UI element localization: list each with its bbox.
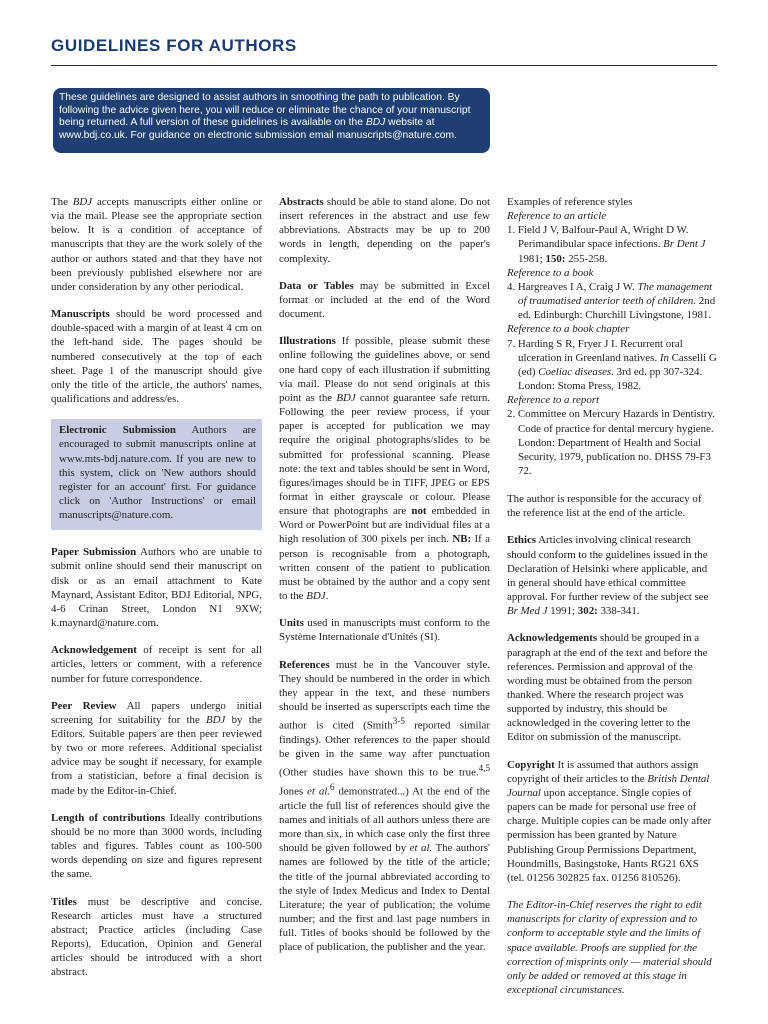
- section-text: cannot guarantee safe return. Following the peer review process, if your paper is accepted for publication we may require the original photographs/slides to be submitted for professional scanning. Please note: the text and tables should be sent in Word, figures/images should be in TIFF, JPEG or EPS format in either grayscale or colour. Please ensure that photographs are: [279, 391, 490, 518]
- section-text: If possible, please submit these online following the guidelines above, or send one hard copy of each illustration if submitting via mail. Please do not send originals at this point as the: [279, 335, 490, 404]
- book-ref-example: [507, 280, 717, 322]
- section-heading: Abstracts: [279, 196, 324, 208]
- book-title: Coeliac diseases.: [538, 365, 614, 378]
- superscript: 4,5: [478, 763, 490, 774]
- section-text: used in manuscripts must conform to the Système Internationale d'Unités (SI).: [279, 617, 490, 644]
- section-heading: Ethics: [507, 534, 537, 547]
- section-heading: Length of contributions: [51, 811, 165, 824]
- volume: 302:: [577, 605, 598, 618]
- reference-examples: [507, 195, 717, 478]
- section-text: Articles involving clinical research should conform to the guidelines issued in the Declaration of Helsinki where applicable, and in general should have ethical committee approval. For further review of the subject see: [507, 534, 709, 604]
- section-text: 1991;: [547, 605, 578, 618]
- superscript: 6: [330, 782, 335, 793]
- accuracy-note: The author is responsible for the accuracy of the reference list at the end of the article.: [507, 493, 702, 520]
- data-tables-section: [279, 279, 490, 321]
- abstracts-section: [279, 195, 490, 266]
- section-text: by the Editors. Suitable papers are then peer reviewed by two or more referees. Additional specialist advice may be sought if necessary, for example from a statistician, before a final decision is made by the Editor-in-Chief.: [51, 713, 262, 797]
- section-text: should be grouped in a paragraph at the end of the text and before the references. Permission and approval of the wording must be obtained from the person thanked. Where the research project was supported by industry, this should be acknowledged in the covering letter to the Editor on submission of the manuscript.: [507, 632, 708, 744]
- ref-text: Casselli G (ed): [518, 351, 717, 378]
- article-ref-heading: Reference to an article: [507, 210, 607, 223]
- paper-submission-section: [51, 545, 262, 630]
- ref-text: 3rd ed. pp 307-324. London: Stoma Press, 1982.: [518, 365, 703, 393]
- section-text: If a person is recognisable from a photograph, written consent of the patient to publication must be obtained by the author and a copy sent to the: [279, 533, 490, 603]
- ref-text: 2nd ed. Edinburgh: Churchill Livingstone, 1981.: [518, 295, 716, 322]
- section-text: Ideally contributions should be no more than 3000 words, including tables and figures. Tables count as 100-500 words depending on size and figures represent the same.: [51, 811, 262, 881]
- journal-name: BDJ: [306, 590, 326, 603]
- section-heading: Peer Review: [51, 699, 117, 712]
- text: accepts manuscripts either online or via the mail. Please see the appropriate section below. It is a condition of acceptance of manuscripts that they are the work solely of the author or authors stated and that they have not been previously published elsewhere nor are under consideration by any other periodical.: [51, 196, 263, 293]
- editor-note: The Editor-in-Chief reserves the right to edit manuscripts for clarity of expression and to conform to acceptable style and the limits of space available. Proofs are supplied for the correction of misprints only — material should only be added or removed at this stage in exceptional circumstances.: [507, 899, 712, 996]
- section-heading: Electronic Submission: [59, 424, 176, 437]
- intro-text-end: website at www.bdj.co.uk. For guidance on electronic submission email manuscripts@nature.com.: [59, 117, 457, 141]
- title-divider: [51, 65, 717, 66]
- ref-text: 4. Hargreaves I A, Craig J W.: [507, 280, 638, 293]
- section-heading: References: [279, 658, 330, 671]
- acknowledgement-section: [51, 643, 262, 685]
- section-text: upon acceptance. Single copies of papers can be made for personal use free of charge. Multiple copies can be made only after permission has been granted by Nature Publishing Group Permissions Department, Houndmills, Basingstoke, Hants RG21 6XS (tel. 01256 302825 fax. 01256 810526).: [507, 786, 712, 884]
- section-text: should be able to stand alone. Do not insert references in the abstract and use few abbreviations. Abstracts may be up to 200 words in length, depending on the paper's complexity.: [279, 196, 490, 265]
- section-text: of receipt is sent for all articles, letters or comment, with a reference number for future correspondence.: [51, 644, 262, 685]
- ref-text: 255-258.: [565, 252, 608, 265]
- manuscripts-section: [51, 307, 262, 406]
- journal-name: Br Med J: [507, 605, 548, 618]
- acknowledgements-section: [507, 631, 717, 744]
- references-section: [279, 658, 490, 955]
- text: The: [51, 196, 73, 208]
- journal-name: British Dental Journal: [507, 772, 710, 799]
- column-1: [51, 195, 262, 993]
- units-section: [279, 616, 490, 644]
- book-ref-heading: Reference to a book: [507, 266, 594, 279]
- copyright-section: [507, 758, 717, 885]
- column-2: [279, 195, 490, 968]
- illustrations-section: [279, 334, 490, 603]
- section-text: must be in the Vancouver style. They should be numbered in the order in which they appear in the text, and these numbers should be inserted as superscripts each time the author is cited (Smith: [279, 658, 490, 732]
- superscript: 3-5: [392, 716, 405, 727]
- section-heading: Acknowledgement: [51, 644, 137, 657]
- section-text: Authors who are unable to submit online should send their manuscript on disk or as an email attachment to Kate Maynard, Assistant Editor, BDJ Editorial, NPG, 4-6 Crinan Street, London N1 9XW; k.maynard@nature.com.: [51, 546, 263, 630]
- electronic-submission-box: [51, 419, 262, 530]
- ref-text: 1. Field J V, Balfour-Paul A, Wright D W. Perimandibular space infections.: [507, 224, 689, 251]
- et-al: et al.: [409, 842, 433, 855]
- report-ref-example: 2. Committee on Mercury Hazards in Dentistry. Code of practice for dental mercury hygiene. London: Department of Health and Social Security, 1979, publication no. DHSS 79-F3 72.: [507, 408, 715, 477]
- journal-name: BDJ: [72, 196, 93, 208]
- section-text: embedded in Word or PowerPoint but are individual files at a high resolution of 300 pixels per inch.: [279, 505, 491, 546]
- section-text: demonstrated...) At the end of the article the full list of references should give the names and initials of all authors unless there are more than six, in which case only the first three should be given followed by: [279, 785, 490, 855]
- section-heading: Acknowledgements: [507, 632, 598, 645]
- intro-journal: BDJ: [365, 117, 386, 129]
- section-text: reported similar findings). Other references to the paper should be given in the same way after punctuation (Other studies have shown this to be true.: [279, 719, 490, 779]
- section-text: .: [325, 590, 329, 603]
- intro-box: [53, 88, 490, 153]
- page-title: GUIDELINES FOR AUTHORS: [51, 36, 297, 55]
- section-text: should be word processed and double-spaced with a margin of at least 4 cm on the left-hand side. The pages should be numbered consecutively at the top of each sheet. Page 1 of the manuscript should give only the title of the article, the authors' names, qualifications and address/es.: [51, 308, 262, 406]
- section-heading: Illustrations: [279, 335, 336, 348]
- section-heading: Paper Submission: [51, 546, 137, 559]
- emphasis: NB:: [452, 533, 472, 546]
- book-title: The management of traumatised anterior teeth of children.: [518, 280, 713, 308]
- chapter-ref-example: [507, 337, 717, 394]
- examples-heading: Examples of reference styles: [507, 196, 633, 208]
- section-heading: Manuscripts: [51, 308, 110, 321]
- et-al: et al.: [307, 785, 331, 798]
- report-ref-heading: Reference to a report: [507, 394, 600, 407]
- journal-name: Br Dent J: [663, 238, 706, 251]
- section-text: may be submitted in Excel format or included at the end of the Word document.: [279, 279, 490, 321]
- section-heading: Units: [279, 617, 304, 630]
- in-label: In: [659, 351, 669, 364]
- section-text: Jones: [279, 785, 308, 798]
- peer-review-section: [51, 699, 262, 798]
- section-text: It is assumed that authors assign copyright of their articles to the: [507, 758, 699, 785]
- ref-text: 1981;: [518, 252, 546, 265]
- column-3: [507, 195, 717, 1010]
- volume: 150:: [545, 252, 566, 265]
- titles-section: [51, 895, 262, 980]
- section-text: The authors' names are followed by the title of the article; the title of the journal abbreviated according to the style of Index Medicus and Index to Dental Literature; the year of publication; the volume number; and the first and last page numbers in full. Titles of books should be followed by the place of publication, the publisher and the year.: [279, 842, 490, 954]
- section-text: 338-341.: [597, 605, 640, 618]
- intro-paragraph: [51, 195, 262, 294]
- journal-name: BDJ: [336, 391, 356, 404]
- section-text: must be descriptive and concise. Research articles must have a structured abstract; Practice articles (including Case Reports), Education, Opinion and General articles should be introduced with a short abstract.: [51, 895, 262, 979]
- chapter-ref-heading: Reference to a book chapter: [507, 323, 630, 336]
- section-heading: Copyright: [507, 758, 555, 771]
- article-ref-example: [507, 223, 717, 265]
- ethics-section: [507, 533, 717, 618]
- emphasis: not: [411, 505, 427, 518]
- length-section: [51, 811, 262, 882]
- section-text: Authors are encouraged to submit manuscripts online at www.mts-bdj.nature.com. If you are new to this system, click on 'New authors should register for an account' first. For guidance click on 'Author Instructions' or email manuscripts@nature.com.: [59, 424, 257, 522]
- section-heading: Titles: [51, 895, 77, 908]
- section-text: All papers undergo initial screening for suitability for the: [51, 699, 262, 726]
- section-heading: Data or Tables: [279, 279, 354, 292]
- intro-text: These guidelines are designed to assist authors in smoothing the path to publication. By following the advice given here, you will reduce or eliminate the chance of your manuscript being returned. A full version of these guidelines is available on the: [59, 92, 471, 129]
- journal-name: BDJ: [206, 713, 226, 726]
- ref-text: 7. Harding S R, Fryer J I. Recurrent oral ulceration in Greenland natives.: [507, 337, 683, 364]
